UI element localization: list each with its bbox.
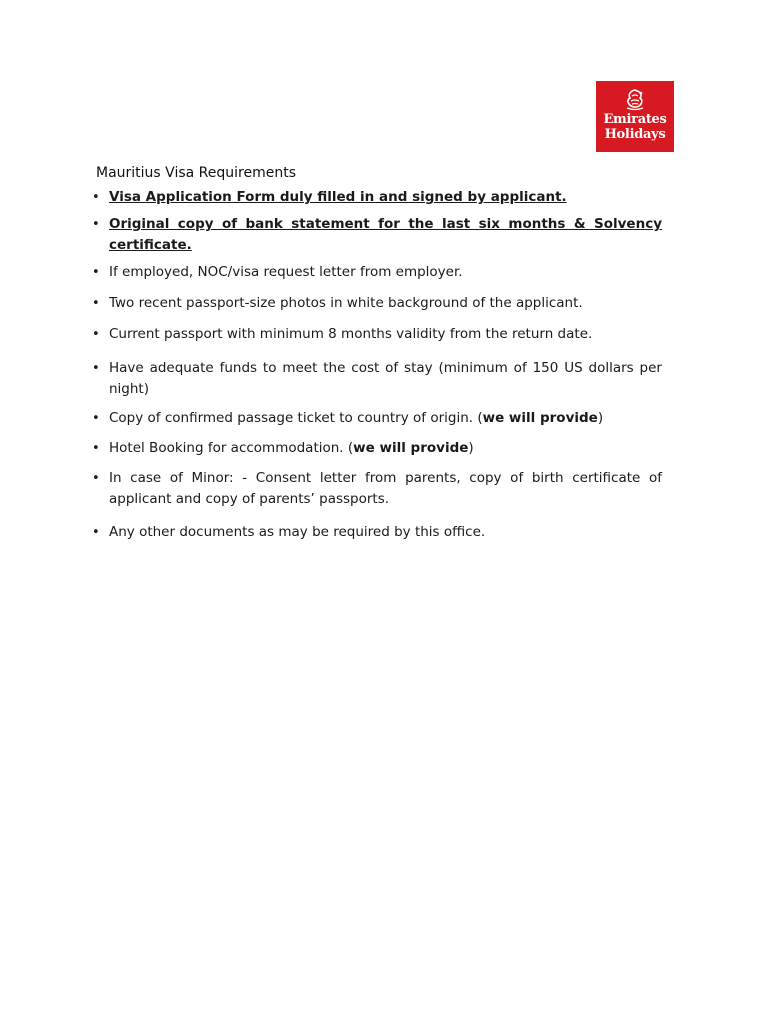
requirement-provide-note: we will provide	[482, 410, 598, 426]
bullet: •	[92, 296, 100, 311]
requirement-text: In case of Minor: - Consent letter from parents, copy of birth certificate of applicant and copy of parents’ passports.	[109, 470, 662, 507]
requirement-paren-close: )	[597, 410, 604, 426]
list-item	[92, 358, 662, 400]
page-title: Mauritius Visa Requirements	[96, 165, 296, 181]
requirement-text: Have adequate funds to meet the cost of stay (minimum of 150 US dollars per night)	[109, 360, 662, 397]
list-item	[92, 262, 662, 283]
requirement-text: If employed, NOC/visa request letter from employer.	[109, 264, 463, 280]
requirement-text: Any other documents as may be required by this office.	[109, 524, 486, 540]
list-item	[92, 408, 662, 429]
bullet: •	[92, 217, 100, 232]
list-item	[92, 293, 662, 314]
requirement-provide-note: we will provide	[353, 440, 469, 456]
list-item	[92, 438, 662, 459]
requirement-paren-close: )	[468, 440, 474, 456]
bullet: •	[92, 361, 100, 376]
requirement-text: Visa Application Form duly filled in and signed by applicant.	[109, 189, 567, 205]
logo-brand-line-1: Emirates	[603, 112, 667, 127]
requirements-list	[92, 187, 662, 543]
list-item	[92, 468, 662, 510]
requirement-text: Two recent passport-size photos in white background of the applicant.	[109, 295, 583, 311]
bullet: •	[92, 411, 100, 426]
bullet: •	[92, 265, 100, 280]
list-item	[92, 522, 662, 543]
requirement-text: Original copy of bank statement for the last six months & Solvency certificate.	[109, 216, 662, 253]
emirates-holidays-logo	[596, 81, 674, 152]
requirement-paren-open: (	[343, 440, 354, 456]
requirement-text: Hotel Booking for accommodation.	[109, 440, 344, 456]
requirement-text: Current passport with minimum 8 months validity from the return date.	[109, 326, 593, 342]
emirates-emblem-icon	[624, 88, 646, 112]
requirement-paren-open: (	[473, 410, 483, 426]
list-item	[92, 187, 662, 208]
logo-brand-line-2: Holidays	[604, 127, 666, 142]
bullet: •	[92, 441, 100, 456]
list-item	[92, 214, 662, 256]
bullet: •	[92, 190, 100, 205]
requirement-text: Copy of confirmed passage ticket to country of origin.	[109, 410, 474, 426]
bullet: •	[92, 525, 100, 540]
bullet: •	[92, 471, 100, 486]
list-item	[92, 324, 662, 345]
bullet: •	[92, 327, 100, 342]
